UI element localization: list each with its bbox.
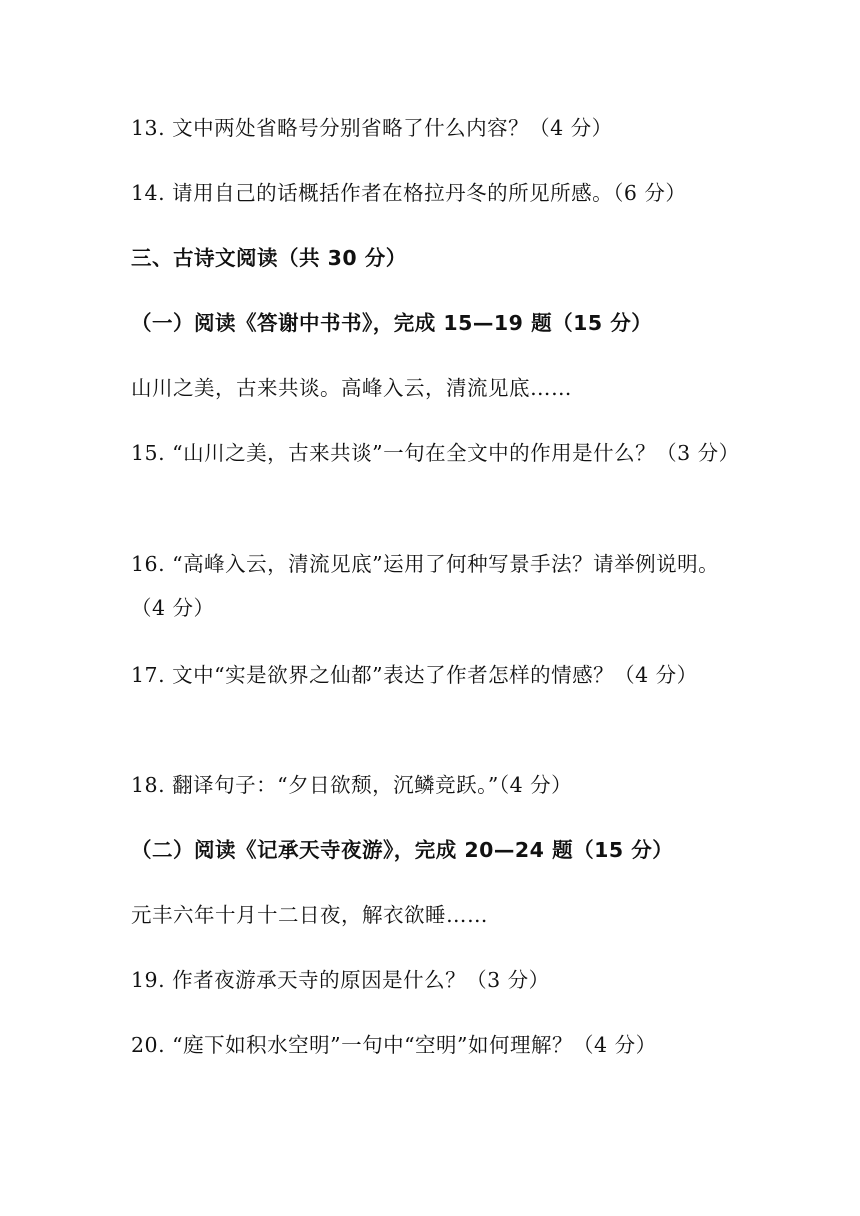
question-16: 16. “高峰入云，清流见底”运用了何种写景手法？请举例说明。（4 分）	[131, 552, 720, 620]
question-20: 20. “庭下如积水空明”一句中“空明”如何理解？（4 分）	[131, 1033, 657, 1057]
part-2-excerpt: 元丰六年十月十二日夜，解衣欲睡……	[131, 903, 488, 927]
question-15: 15. “山川之美，古来共谈”一句在全文中的作用是什么？（3 分）	[131, 441, 740, 465]
part-1-excerpt: 山川之美，古来共谈。高峰入云，清流见底……	[131, 376, 572, 400]
part-1-heading: （一）阅读《答谢中书书》，完成 15—19 题（15 分）	[131, 311, 653, 335]
question-17: 17. 文中“实是欲界之仙都”表达了作者怎样的情感？（4 分）	[131, 663, 698, 687]
part-2-heading: （二）阅读《记承天寺夜游》，完成 20—24 题（15 分）	[131, 838, 674, 862]
question-18: 18. 翻译句子：“夕日欲颓，沉鳞竞跃。”（4 分）	[131, 773, 573, 797]
question-19: 19. 作者夜游承天寺的原因是什么？（3 分）	[131, 968, 550, 992]
section-3-heading: 三、古诗文阅读（共 30 分）	[131, 246, 407, 270]
question-14: 14. 请用自己的话概括作者在格拉丹冬的所见所感。（6 分）	[131, 181, 687, 205]
question-13: 13. 文中两处省略号分别省略了什么内容？（4 分）	[131, 116, 613, 140]
